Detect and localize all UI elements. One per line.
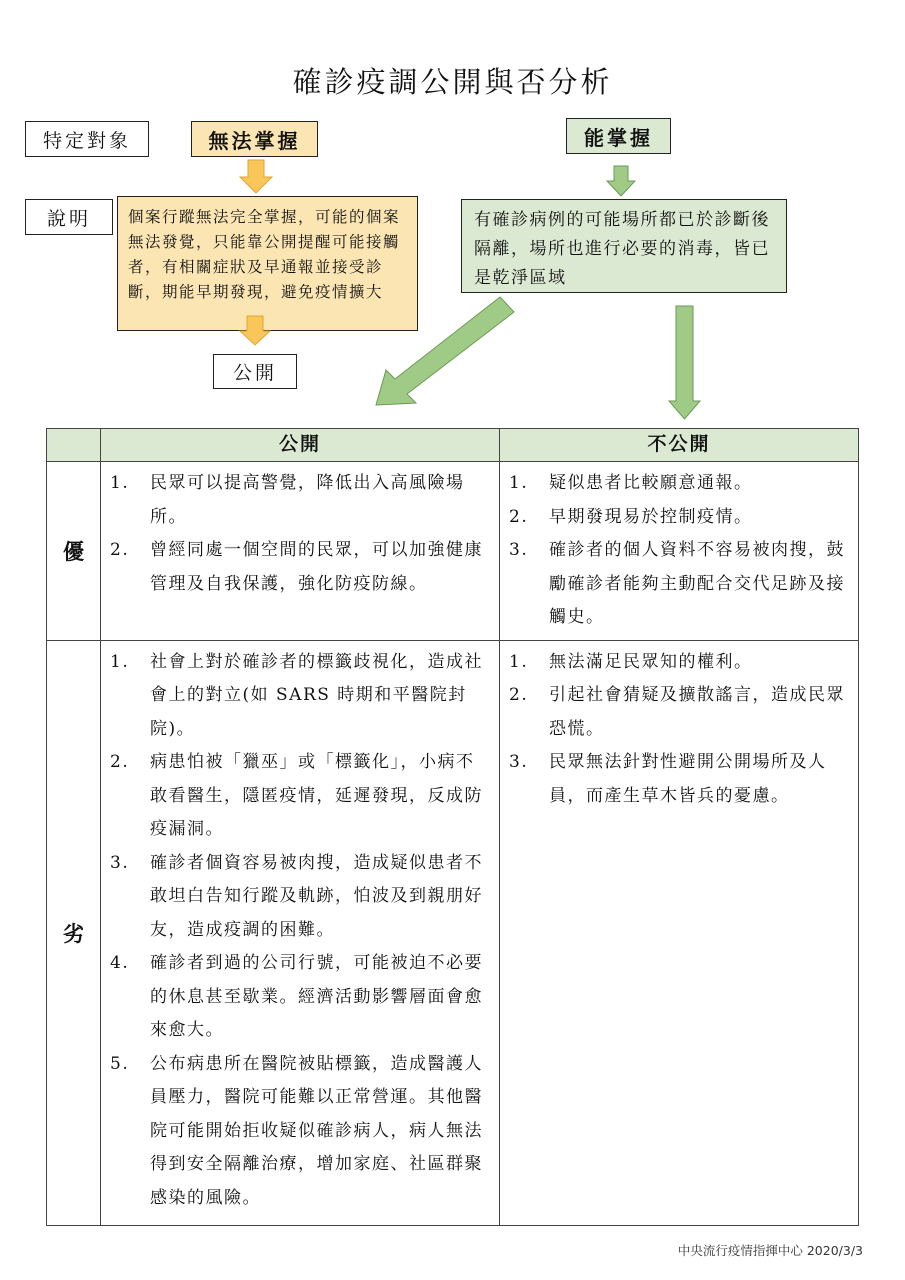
cons-row	[47, 640, 859, 1225]
list-item-number: 4.	[110, 953, 130, 973]
list-item-number: 1.	[509, 473, 529, 493]
list-item-number: 5.	[110, 1053, 130, 1074]
list-item-number: 1.	[509, 651, 529, 672]
list-item-number: 2.	[509, 506, 529, 527]
pros-row	[47, 462, 859, 641]
target-label: 特定對象	[25, 121, 149, 157]
list-item	[108, 947, 492, 1048]
pros-private-cell	[500, 462, 859, 641]
arrow-down-yellow-2	[240, 316, 270, 345]
header-private: 不公開	[500, 429, 859, 462]
list-item-text: 早期發現易於控制疫情。	[549, 506, 753, 527]
list-item-number: 2.	[110, 752, 130, 772]
pros-public-list	[102, 463, 498, 605]
list-item-text: 確診者的個人資料不容易被肉搜，鼓勵確診者能夠主動配合交代足跡及接觸史。	[549, 540, 845, 627]
comparison-table	[46, 428, 859, 1226]
list-item-text: 疑似患者比較願意通報。	[549, 473, 753, 493]
list-item	[507, 467, 851, 501]
cons-private-list	[501, 642, 857, 818]
list-item	[507, 534, 851, 635]
unable-description: 個案行蹤無法完全掌握，可能的個案無法發覺，只能靠公開提醒可能接觸者，有相關症狀及早通報並接受診斷，期能早期發現，避免疫情擴大	[117, 196, 418, 331]
explain-label: 說明	[25, 199, 113, 235]
table-header-row	[47, 429, 859, 462]
list-item-number: 1.	[110, 651, 130, 672]
public-result-box: 公開	[213, 354, 297, 389]
row-head-cons: 劣	[47, 640, 101, 1225]
list-item-text: 公布病患所在醫院被貼標籤，造成醫護人員壓力，醫院可能難以正常營運。其他醫院可能開始拒收疑似確診病人，病人無法得到安全隔離治療，增加家庭、社區群聚感染的風險。	[150, 1053, 483, 1208]
arrow-down-yellow-1	[240, 160, 272, 193]
page-title: 確診疫調公開與否分析	[292, 65, 613, 99]
list-item	[108, 847, 492, 948]
list-item-number: 2.	[509, 685, 529, 705]
list-item-text: 引起社會猜疑及擴散謠言，造成民眾恐慌。	[549, 685, 845, 739]
arrow-diagonal-green	[376, 297, 514, 405]
list-item	[507, 646, 851, 680]
pros-public-cell	[101, 462, 500, 641]
able-description: 有確診病例的可能場所都已於診斷後隔離，場所也進行必要的消毒，皆已是乾淨區域	[461, 199, 787, 293]
header-blank-cell	[47, 429, 101, 462]
footer-credit: 中央流行疫情指揮中心 2020/3/3	[677, 1243, 863, 1258]
header-public: 公開	[101, 429, 500, 462]
arrow-down-green-1	[607, 166, 635, 196]
list-item	[108, 467, 492, 534]
list-item	[108, 534, 492, 601]
cons-public-cell	[101, 640, 500, 1225]
list-item	[507, 746, 851, 813]
list-item-text: 曾經同處一個空間的民眾，可以加強健康管理及自我保護，強化防疫防線。	[150, 540, 483, 594]
list-item	[507, 501, 851, 535]
list-item-text: 民眾可以提高警覺，降低出入高風險場所。	[150, 473, 465, 527]
list-item-text: 確診者到過的公司行號，可能被迫不必要的休息甚至歇業。經濟活動影響層面會愈來愈大。	[150, 953, 483, 1040]
able-heading: 能掌握	[566, 118, 671, 154]
list-item-number: 2.	[110, 540, 130, 560]
list-item	[108, 746, 492, 847]
list-item	[108, 1048, 492, 1216]
list-item	[108, 646, 492, 747]
list-item	[507, 679, 851, 746]
row-head-pros: 優	[47, 462, 101, 641]
list-item-number: 3.	[509, 540, 529, 560]
cons-public-list	[102, 642, 498, 1220]
list-item-number: 1.	[110, 473, 130, 493]
list-item-text: 病患怕被「獵巫」或「標籤化」，小病不敢看醫生，隱匿疫情，延遲發現，反成防疫漏洞。	[150, 752, 483, 839]
list-item-text: 確診者個資容易被肉搜，造成疑似患者不敢坦白告知行蹤及軌跡，怕波及到親朋好友，造成疫調的困難。	[150, 852, 483, 940]
list-item-text: 無法滿足民眾知的權利。	[549, 651, 753, 672]
arrow-down-green-2	[669, 306, 700, 419]
cons-private-cell	[500, 640, 859, 1225]
list-item-number: 3.	[509, 752, 529, 772]
list-item-number: 3.	[110, 852, 130, 873]
list-item-text: 社會上對於確診者的標籤歧視化，造成社會上的對立(如 SARS 時期和平醫院封院)。	[150, 651, 483, 739]
pros-private-list	[501, 463, 857, 639]
flow-arrows	[0, 0, 905, 440]
unable-heading: 無法掌握	[191, 121, 318, 157]
list-item-text: 民眾無法針對性避開公開場所及人員，而產生草木皆兵的憂慮。	[549, 752, 827, 806]
